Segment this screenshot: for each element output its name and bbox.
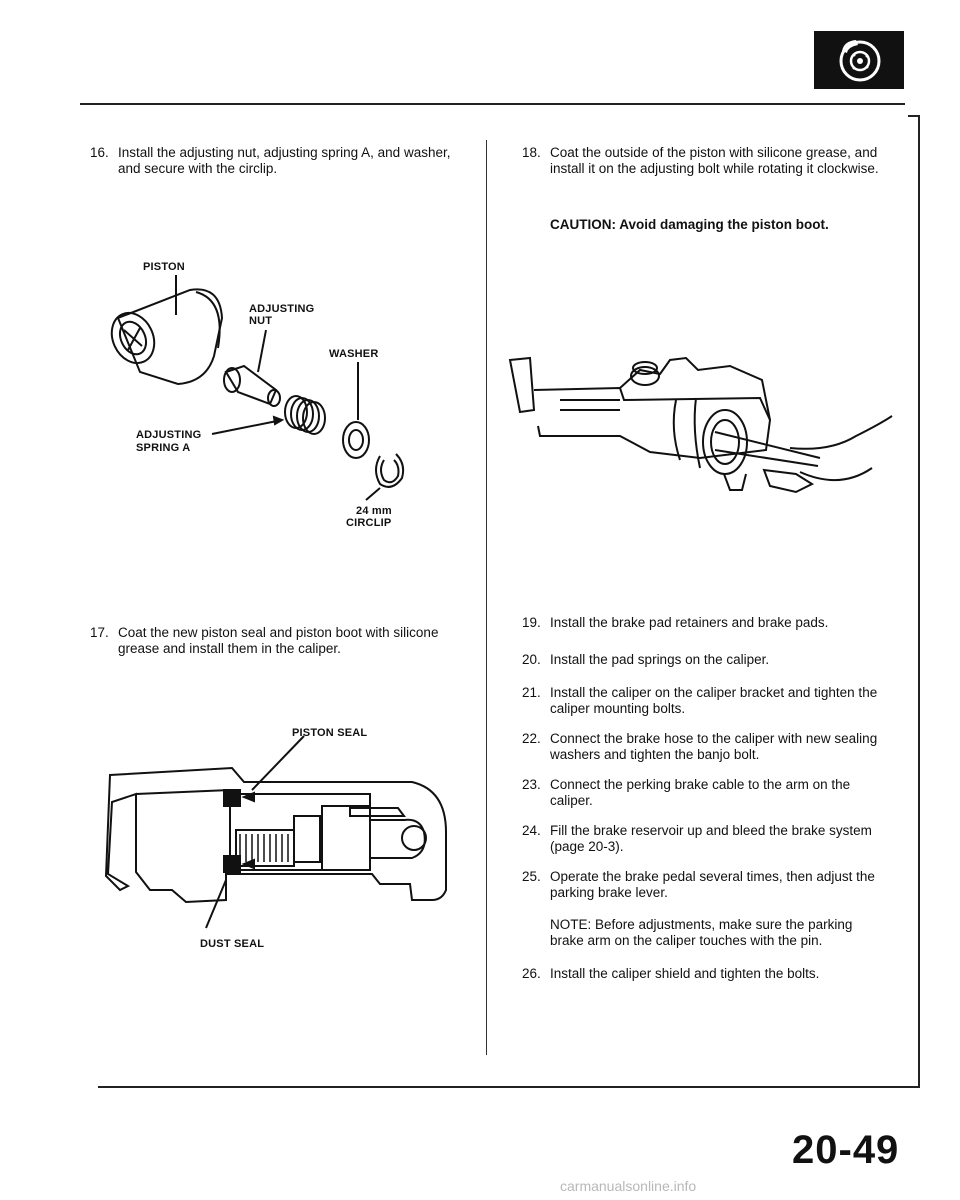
caliper-seal-drawing [0, 0, 480, 960]
step-number: 24. [522, 823, 541, 838]
step-text: Install the brake pad retainers and brake pads. [550, 615, 829, 630]
step-text: Install the caliper on the caliper bracket and tighten the caliper mounting bolts. [550, 685, 878, 716]
page-number: 20-49 [792, 1128, 900, 1172]
step-number: 20. [522, 652, 541, 667]
step-text: Coat the outside of the piston with silicone grease, and install it on the adjusting bolt while rotating it clockwise. [550, 145, 879, 176]
step-text: Operate the brake pedal several times, then adjust the parking brake lever. [550, 869, 875, 900]
note-text: NOTE: Before adjustments, make sure the parking brake arm on the caliper touches with the pin. [550, 917, 853, 948]
label-circlip-2: CIRCLIP [346, 517, 392, 529]
frame-right-rule [918, 115, 920, 1087]
label-piston-seal: PISTON SEAL [292, 727, 368, 739]
step-number: 17. [90, 625, 109, 640]
label-adjusting-nut-2: NUT [249, 315, 273, 327]
step-number: 19. [522, 615, 541, 630]
step-text: Install the pad springs on the caliper. [550, 652, 770, 667]
piston-install-drawing [500, 340, 900, 510]
step-number: 25. [522, 869, 541, 884]
step-text: Coat the new piston seal and piston boot with silicone grease and install them in the caliper. [118, 625, 439, 656]
label-adjusting-spring-1: ADJUSTING [136, 429, 202, 441]
step-text: Install the adjusting nut, adjusting spring A, and washer, and secure with the circlip. [118, 145, 451, 176]
step-number: 23. [522, 777, 541, 792]
label-washer: WASHER [329, 348, 379, 360]
step-number: 21. [522, 685, 541, 700]
figure-piston-install [500, 340, 900, 510]
step-text: Fill the brake reservoir up and bleed the brake system (page 20-3). [550, 823, 872, 854]
step-number: 16. [90, 145, 109, 160]
bottom-rule [98, 1086, 920, 1088]
column-divider [486, 140, 487, 1055]
step-text: Install the caliper shield and tighten the bolts. [550, 966, 820, 981]
label-adjusting-spring-2: SPRING A [136, 442, 191, 454]
watermark-url: carmanualsonline.info [560, 1178, 697, 1194]
step-text: Connect the brake hose to the caliper with new sealing washers and tighten the banjo bolt. [550, 731, 878, 762]
label-circlip-1: 24 mm [356, 505, 392, 517]
section-badge [814, 31, 904, 89]
step-text: Connect the perking brake cable to the arm on the caliper. [550, 777, 851, 808]
label-piston: PISTON [143, 261, 185, 273]
step-number: 26. [522, 966, 541, 981]
caution-text: CAUTION: Avoid damaging the piston boot. [550, 217, 829, 232]
step-number: 22. [522, 731, 541, 746]
step-number: 18. [522, 145, 541, 160]
figure-caliper-seals [0, 0, 480, 960]
label-dust-seal: DUST SEAL [200, 938, 265, 950]
label-adjusting-nut-1: ADJUSTING [249, 303, 315, 315]
brake-disc-icon [814, 31, 904, 89]
